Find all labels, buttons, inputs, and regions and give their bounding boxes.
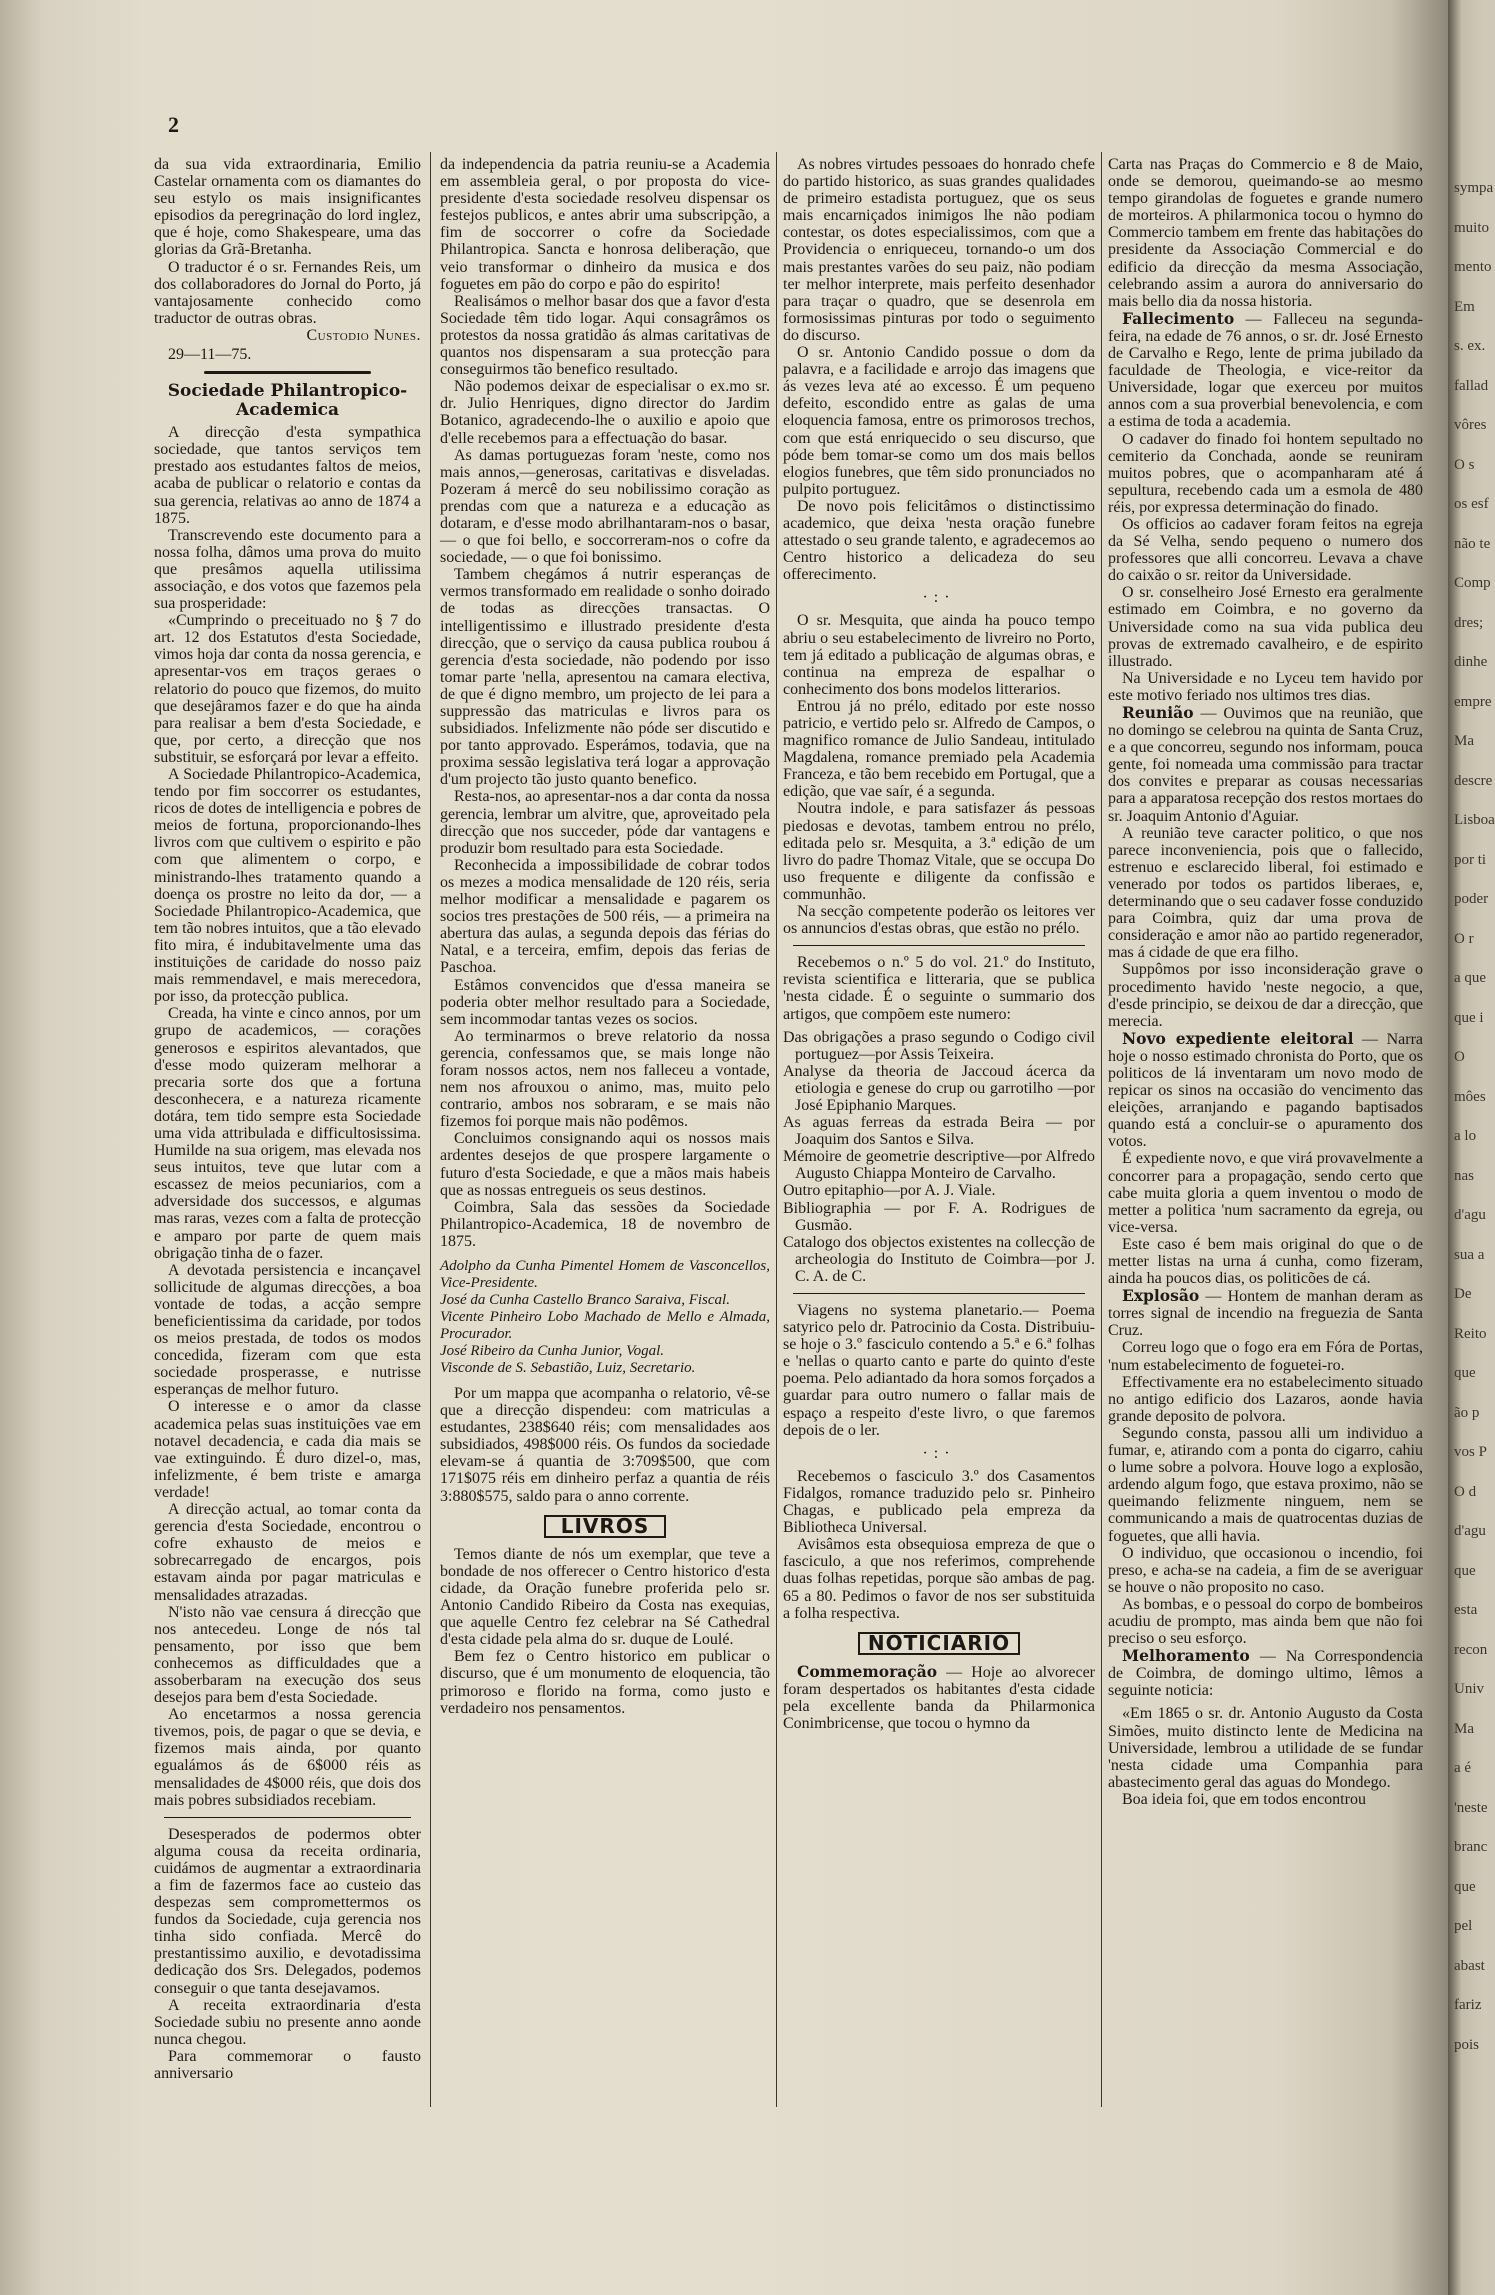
paragraph: As bombas, e o pessoal do corpo de bombeiros acudiu de prompto, mas ainda bem que não foi preciso o seu esforço. [1108,1595,1423,1648]
paragraph: Carta nas Praças do Commercio e 8 de Maio, onde se demorou, queimando-se ao mesmo tempo girandolas de foguetes e grande numero de morteiros. A philarmonica tocou o hymno do Commercio tambem em frente das habitações do presidente da Associação Commercial e do edificio da direcção da mesma Associação, celebrando assim a aurora do anniversario do mais bello dia da nossa historia. [1108,156,1423,310]
next-page-fragment: descre [1454,772,1493,789]
quote: Boa ideia foi, que em todos encontrou [1122,1790,1366,1808]
summary-item: Catalogo dos objectos existentes na collecção de archeologia do Instituto de Coimbra—por J. C. A. de C. [783,1233,1095,1285]
next-page-fragment: Em [1454,298,1475,315]
paragraph: O sr. conselheiro José Ernesto era geralmente estimado em Coimbra, e no governo da Universidade como na sua vida publica deu provas de extremado cavalheiro, e de espirito illustrado. [1108,584,1423,670]
news-heading: Melhoramento [1122,1646,1250,1666]
next-page-fragment: esta [1454,1602,1478,1618]
signatory: Visconde de S. Sebastião, Luiz, Secretario. [440,1360,696,1376]
paragraph: Tambem chegámos á nutrir esperanças de vermos transformado em realidade o sonho doirado de todas as direcções transactas. O intelligentissimo e illustrado presidente d'esta direcção, que o serviço da causa publica roubou á gerencia d'esta sociedade, não podendo por isso tomar parte 'nella, apresentou na camara electiva, de que é digno membro, um projecto de lei para a suppressão das matriculas e livros para os subsidiados. Infelizmente não póde ser discutido e por tanto approvado. Esperámos, todavia, que na proxima sessão legislativa terá logar a approvação d'um projecto tão justo quanto benefico. [440,566,770,789]
signatory: Vicente Pinheiro Lobo Machado de Mello e Almada, Procurador. [440,1309,770,1342]
next-page-fragment: a é [1454,1760,1472,1776]
column-rule [430,152,431,2107]
next-page-fragment: que [1454,1562,1476,1579]
next-page-fragment: Lisboa [1454,812,1495,828]
summary-item: Bibliographia — por F. A. Rodrigues de Gusmão. [783,1199,1095,1234]
news-heading: Novo expediente eleitoral [1122,1028,1354,1048]
divider [164,1817,411,1818]
paragraph: Temos diante de nós um exemplar, que teve a bondade de nos offerecer o Centro historico d'esta cidade, da Oração funebre proferida pelo sr. Antonio Candido Ribeiro da Costa nas exequias, que aquelle Centro fez celebrar na Sé Cathedral d'esta cidade pela alma do sr. duque de Loulé. [440,1545,770,1649]
news-heading: Commemoração [797,1661,938,1681]
column-1 [154,156,421,2111]
paragraph: Effectivamente era no estabelecimento situado no antigo edificio dos Lazaros, aonde havia grande deposito de polvora. [1108,1373,1423,1425]
article-text: O traductor é o sr. Fernandes Reis, um dos collaboradores do Jornal do Porto, já vantajosamente conhecido como traductor de outras obras. [154,258,421,327]
next-page-fragment: O r [1454,930,1474,947]
news-heading: Reunião [1122,703,1194,722]
quote: «Em 1865 o sr. dr. Antonio Augusto da Costa Simões, muito distincto lente de Medicina na Universidade, lembrou a utilidade de se fundar 'nesta cidade uma Companhia para abastecimento geral das aguas do Mondego. [1108,1705,1423,1791]
adjacent-page-edge [1448,0,1495,2295]
next-page-fragment: vos P [1454,1444,1487,1460]
paragraph: Bem fez o Centro historico em publicar o discurso, que é um monumento de eloquencia, tão primoroso e florido na forma, como justo e verdadeiro nos pensamentos. [440,1648,770,1717]
paragraph: Na secção competente poderão os leitores ver os annuncios d'estas obras, que estão no prélo. [783,903,1095,938]
paragraph: A devotada persistencia e incançavel sollicitude de algumas direcções, a boa vontade de todas, a acção sempre beneficientissima da caridade, por todos os meios prestada, de todos os modos concedida, fizeram com que esta sociedade prosperasse, e nutrisse esperanças de melhor futuro. [154,1261,421,1399]
column-4 [1108,156,1423,2111]
next-page-fragment: O d [1454,1483,1477,1500]
paragraph: O individuo, que occasionou o incendio, foi preso, e acha-se na cadeia, a fim de se averiguar se houve o não proposito no caso. [1108,1544,1423,1596]
next-page-fragment: dinhe [1454,654,1488,670]
paragraph: Por um mappa que acompanha o relatorio, vê-se que a direcção dispendeu: com matriculas a estudantes, 238$640 réis; com mensalidades aos subsidiados, 498$000 réis. Os fundos da sociedade elevam-se á quantia de 3:709$500, que com 171$075 réis em dinheiro perfaz a quantia de réis 3:880$575, saldo para o anno corrente. [440,1385,770,1505]
next-page-fragment: dres; [1454,614,1484,631]
news-text: — Narra hoje o nosso estimado chronista do Porto, que os politicos de lá inventaram um novo modo de repicar os sinos na occasião do vencimento das eleições, arranjando e pagando baptisados quando está a concluir-se o apuramento dos votos. [1108,1030,1423,1151]
paragraph: «Cumprindo o preceituado no § 7 do art. 12 dos Estatutos d'esta Sociedade, vimos hoja dar conta da nossa gerencia, e apresentar-vos em traços geraes o relatorio do pouco que fizemos, do muito que desejâramos fazer e do que ha ainda para realisar a bem d'esta Sociedade, e que, por certo, a direcção que nos substituir, se esforçará por levar a effeito. [154,612,421,766]
column-rule [776,152,777,2107]
paragraph: Coimbra, Sala das sessões da Sociedade Philantropico-Academica, 18 de novembro de 1875. [440,1198,770,1250]
divider [793,1293,1085,1294]
divider [793,945,1085,946]
next-page-fragment: Ma [1454,733,1474,749]
paragraph: As nobres virtudes pessoaes do honrado chefe do partido historico, as suas grandes qualidades de primeiro estadista portuguez, que os seus mais encarniçados inimigos lhe não podiam contestar, os dotes especialissimos, com que a Providencia o enriqueceu, tornando-o um dos mais prestantes varões do seu paiz, não podiam ter melhor interprete, mais perfeito desenhador para traçar o quadro, que se desenrola em formosissimas pinturas por todo o seguimento do discurso. [783,156,1095,344]
next-page-fragment: a lo [1454,1128,1477,1144]
paragraph: Realisámos o melhor basar dos que a favor d'esta Sociedade têm tido logar. Aqui consagrâmos os protestos da nossa gratidão ás almas caritativas de quantos nos dispensaram a sua protecção para conseguirmos tão benefico resultado. [440,292,770,379]
paragraph: A direcção actual, ao tomar conta da gerencia d'esta Sociedade, encontrou o cofre exhausto de meios e sobrecarregado de encargos, pois estavam ainda por pagar matriculas e mensalidades atrazadas. [154,1501,421,1604]
article-heading: Sociedade Philantropico-Academica [167,381,408,421]
next-page-fragment: 'neste [1454,1799,1488,1816]
signatory: José Ribeiro da Cunha Junior, Vogal. [440,1343,665,1359]
next-page-fragment: s. ex. [1454,338,1486,354]
next-page-fragment: muito [1454,219,1490,236]
paragraph: Avisâmos esta obsequiosa empreza de que o fasciculo, a que nos referimos, comprehende duas folhas repetidas, porque são ambas de pag. 65 a 80. Pedimos o favor de nos ser substituida a folha respectiva. [783,1536,1095,1622]
next-page-fragment: De [1454,1286,1472,1302]
next-page-fragment: mento [1454,259,1492,275]
signatories [440,1258,770,1377]
next-page-fragment: que [1454,1878,1476,1895]
paragraph: Na Universidade e no Lyceu tem havido por este motivo feriado nos ultimos tres dias. [1108,669,1423,704]
next-page-fragment: sympa [1454,180,1494,196]
summary-item: Das obrigações a praso segundo o Codigo civil portuguez—por Assis Teixeira. [783,1028,1095,1063]
summary-list [783,1029,1095,1285]
next-page-fragment: poder [1454,891,1489,907]
next-page-fragment: empre [1454,693,1492,710]
paragraph: O cadaver do finado foi hontem sepultado no cemiterio da Conchada, aonde se reuniram muitos pobres, que o acompanharam até á sepultura, recebendo cada um a esmola de 480 réis, por expressa determinação do finado. [1108,430,1423,516]
next-page-fragment: por ti [1454,851,1487,868]
news-text: — Ouvimos que na reunião, que no domingo se celebrou na quinta de Santa Cruz, e a que concorreu, segundo nos informam, pouca gente, foi nomeada uma commissão para tractar dos convites e preparar as cousas necessarias para a apparatosa recepção dos restos mortaes do sr. Joaquim Antonio d'Aguiar. [1108,705,1423,825]
next-page-fragment: não te [1454,535,1491,552]
news-text: — Falleceu na segunda-feira, na edade de 76 annos, o sr. dr. José Ernesto de Carvalho e Rego, lente de prima jubilado da faculdade de Theologia, e vice-reitor da Universidade, logar que exerceu por muitos annos com a sua proverbial benevolencia, e com a estima de toda a academia. [1108,310,1423,431]
column-2 [440,156,770,2111]
next-page-fragment: d'agu [1454,1523,1486,1539]
separator-dots: ·:· [922,589,956,607]
next-page-fragment: recon [1454,1641,1488,1658]
summary-item: Outro epitaphio—por A. J. Viale. [783,1182,996,1200]
paragraph: Não podemos deixar de especialisar o ex.mo sr. dr. Julio Henriques, digno director do Jardim Botanico, agradecendo-lhe o auxilio e apoio que d'elle recebemos para a effectuação do basar. [440,378,770,447]
paragraph: Este caso é bem mais original do que o de metter listas na urna á cunha, como fizeram, ainda ha poucos dias, os politicões de cá. [1108,1235,1423,1288]
news-text: — Hontem de manhan deram as torres signal de incendio na freguezia de Santa Cruz. [1108,1288,1423,1340]
article-date: 29—11—75. [168,346,252,364]
next-page-fragment: Reito [1454,1325,1487,1342]
next-page-fragment: fariz [1454,1997,1482,2013]
news-text: — Hoje ao alvorecer foram despertados os habitantes d'esta cidade pela excellente banda da Philarmonica Conimbricense, que tocou o hymno da [783,1663,1095,1733]
next-page-fragment: Ma [1454,1720,1474,1737]
paragraph: A Sociedade Philantropico-Academica, tendo por fim soccorrer os estudantes, ricos de dotes de intelligencia e pobres de meios de fortuna, proporcionando-lhes livros com que cultivem o espirito e pão com que alimentem o corpo, e ministrando-lhes tratamento quando a doença os prostre no leito da dor, — a Sociedade Philantropico-Academica, que tem tão nobres intuitos, que a tão elevado fito mira, é indubitavelmente uma das instituições de caridade do nosso paiz mais remmendavel, e mais merecedora, por isso, da protecção publica. [154,766,422,1006]
paragraph: Creada, ha vinte e cinco annos, por um grupo de academicos, — corações generosos e espiritos alevantados, que d'esse modo quizeram melhorar a precaria sorte dos que a fortuna desconhecera, e a natureza ricamente dotára, tem tido sempre esta Sociedade uma vida attribulada e difficultosissima. Humilde na sua origem, mas elevada nos seus intuitos, teve que lutar com a escassez de meios pecuniarios, com a adversidade dos successos, e algumas mas raras, vezes com a falta de protecção e amparo por parte de quem mais obrigação tinha de o fazer. [154,1005,421,1262]
signatory: José da Cunha Castello Branco Saraiva, Fiscal. [440,1292,730,1308]
section-title-livros: LIVROS [544,1515,666,1538]
paragraph: O sr. Mesquita, que ainda ha pouco tempo abriu o seu estabelecimento de livreiro no Porto, tem já editado a publicação de algumas obras, e continua na empreza de espalhar o conhecimento dos bons modelos litterarios. [783,612,1095,698]
paragraph: A receita extraordinaria d'esta Sociedade subiu no presente anno aonde nunca chegou. [154,1996,421,2048]
paragraph: Estâmos convencidos que d'essa maneira se poderia obter melhor resultado para a Sociedade, sem incommodar tantas vezes os socios. [440,976,770,1028]
summary-item: Analyse da theoria de Jaccoud ácerca da etiologia e genese do crup ou garrotilho —por José Epiphanio Marques. [783,1062,1095,1114]
next-page-fragment: branc [1454,1839,1488,1855]
next-page-fragment: d'agu [1454,1207,1486,1223]
paragraph: Suppômos por isso inconsideração grave o procedimento havido 'neste negocio, a que, d'esde principio, se deixou de dar a direcção, que merecia. [1108,961,1423,1030]
next-page-fragment: O s [1454,456,1475,473]
paragraph: A reunião teve caracter politico, o que nos parece inconveniencia, pois que o fallecido, estrenuo e esclarecido liberal, foi estimado e venerado por todos os partidos liberaes, e, determinando que o seu cadaver fosse conduzido para Coimbra, quiz dar uma prova de consideração e amor não ao partido regenerador, mas á cidade de que era filho. [1108,824,1423,962]
next-page-fragment: que [1454,1365,1476,1381]
next-page-fragment: vôres [1454,417,1487,433]
paragraph: Transcrevendo este documento para a nossa folha, dâmos uma prova do muito que presâmos aquella utilissima associação, e dos votos que fazemos pela sua prosperidade: [154,526,421,613]
paragraph: É expediente novo, e que virá provavelmente a concorrer para a propagação, sendo certo que cabe muita gloria a quem inventou o modo de metter a politica 'num sacramento da egreja, ou vice-versa. [1108,1150,1423,1236]
next-page-fragment: a que [1454,970,1487,986]
news-heading: Fallecimento [1122,308,1235,328]
paragraph: Ao encetarmos a nossa gerencia tivemos, pois, de pagar o que se devia, e fizemos mais ainda, por quanto egualámos ás de 6$000 réis as mensalidades de 4$000 réis, que dois dos mais pobres subsidiados recebiam. [154,1706,421,1809]
paragraph: Resta-nos, ao apresentar-nos a dar conta da nossa gerencia, lembrar um alvitre, que, aproveitado pela direcção que nos succeder, póde dar vantagens e produzir bom resultado para esta Sociedade. [440,788,771,857]
news-heading: Explosão [1122,1286,1200,1306]
paragraph: Os officios ao cadaver foram feitos na egreja da Sé Velha, sendo pequeno o numero dos professores que alli concorreu. Levava a chave do caixão o sr. reitor da Universidade. [1108,515,1423,585]
paragraph: A direcção d'esta sympathica sociedade, que tantos serviços tem prestado aos estudantes faltos de meios, acaba de publicar o relatorio e contas da sua gerencia, relativas ao anno de 1874 a 1875. [154,424,421,527]
paragraph: O interesse e o amor da classe academica pelas suas instituições vae em notavel decadencia, e cada dia mais se vae extinguindo. É duro dizel-o, mas, infelizmente, é bem triste e amarga verdade! [154,1398,421,1501]
paragraph: Para commemorar o fausto anniversario [154,2047,421,2083]
next-page-fragment: O [1454,1049,1465,1065]
paragraph: Entrou já no prélo, editado por este nosso patricio, e vertido pelo sr. Alfredo de Campos, o magnifico romance de Julio Sandeau, intitulado Magdalena, romance premiado pela Academia Franceza, e tão bem recebido em Portugal, que a edição, que vae saír, é a segunda. [783,697,1095,801]
article-text: da sua vida extraordinaria, Emilio Castelar ornamenta com os diamantes do seu estylo os mais insignificantes episodios da peregrinação do lord inglez, que é hoje, como Shakespeare, uma das glorias da Grã-Bretanha. [154,156,421,259]
paragraph: Desesperados de podermos obter alguma cousa da receita ordinaria, cuidámos de augmentar a extraordinaria a fim de fazermos face ao custeio das despezas sem compromettermos os fundos da Sociedade, cuja gerencia nos tinha sido confiada. Mercê do prestantissimo auxilio, e devotadissima dedicação dos Srs. Delegados, podemos conseguir o que tanta desejavamos. [154,1825,421,1997]
next-page-fragment: fallad [1454,377,1489,394]
paragraph: Reconhecida a impossibilidade de cobrar todos os mezes a modica mensalidade de 120 réis, seria melhor modificar a mensalidade e pagarem os socios tres prestações de 500 réis, — a primeira na abertura das aulas, a segunda depois das férias do Natal, e a terceira, emfim, depois das ferias de Paschoa. [440,856,770,977]
summary-item: As aguas ferreas da estrada Beira — por Joaquim dos Santos e Silva. [783,1114,1095,1149]
next-page-fragment: Univ [1454,1681,1484,1697]
next-page-fragment: môes [1454,1088,1486,1105]
next-page-fragment: abast [1454,1957,1485,1974]
next-page-fragment: nas [1454,1167,1474,1184]
paragraph: Concluimos consignando aqui os nossos mais ardentes desejos de que prospere largamente o futuro d'esta Sociedade, e que a mãos mais habeis que as nossas entregueis os seus destinos. [440,1130,770,1199]
paragraph: O sr. Antonio Candido possue o dom da palavra, e a facilidade e arrojo das imagens que ás vezes leva até ao excesso. É um pequeno defeito, escondido entre as galas de uma eloquencia famosa, entre os primorosos trechos, com que está enriquecido o seu discurso, que póde bem tomar-se como um dos mais bellos elogios funebres, que têm sido pronunciados no pulpito portuguez. [783,344,1095,498]
paragraph: Viagens no systema planetario.— Poema satyrico pelo dr. Patrocinio da Costa. Distribuiu-se hoje o 3.º fasciculo contendo a 5.ª e 6.ª folhas e 'nellas o quarto canto e parte do quinto d'este poema. Pelo adiantado da hora somos forçados a guardar para outro numero o fallar mais de espaço a respeito d'este livro, o que faremos depois de o ler. [783,1302,1095,1439]
paragraph: De novo pois felicitâmos o distinctissimo academico, que deixa 'nesta oração funebre attestado o seu grande talento, e agradecemos ao Centro historico a delicadeza do seu offerecimento. [783,497,1095,584]
next-page-fragment: os esf [1454,496,1489,512]
paragraph: Noutra indole, e para satisfazer ás pessoas piedosas e devotas, tambem entrou no prélo, editada pelo sr. Mesquita, a 3.ª edição de um livro do padre Thomaz Vitale, que se occupa Do uso frequente e diligente da confissão e communhão. [783,800,1095,903]
summary-item: Mémoire de geometrie descriptive—por Alfredo Augusto Chiappa Monteiro de Carvalho. [783,1148,1095,1183]
section-title-noticiario: NOTICIARIO [858,1632,1020,1655]
next-page-fragment: sua a [1454,1246,1485,1263]
paragraph: Ao terminarmos o breve relatorio da nossa gerencia, confessamos que, se mais longe não foram nossos actos, nem nos falleceu a vontade, nem nos afrouxou o animo, mas, muito pelo contrario, ambos nos sobraram, e se mais não fizemos foi porque mais não podêmos. [440,1027,770,1131]
next-page-fragment: Comp [1454,575,1491,591]
paragraph: N'isto não vae censura á direcção que nos antecedeu. Longe de nós tal pensamento, por isso que bem conhecemos as difficuldades que a assoberbaram na execução dos seus desejos para bem d'esta Sociedade. [154,1603,421,1707]
signature: Custodio Nunes. [306,326,421,344]
next-page-fragment: ão p [1454,1404,1480,1421]
signatory: Adolpho da Cunha Pimentel Homem de Vasconcellos, Vice-Presidente. [440,1258,770,1291]
paragraph: As damas portuguezas foram 'neste, como nos mais annos,—generosas, caritativas e disveladas. Pozeram á mercê do seu nobilissimo coração as prendas com que a natureza e a educação as dotaram, e d'esse modo abrilhantaram-nos o basar, — o que foi bello, e soccorreram-nos o cofre da sociedade, — o que foi bonissimo. [440,446,770,567]
column-rule [1101,152,1102,2107]
next-page-fragment: pel [1454,1918,1473,1934]
column-3 [783,156,1095,2111]
next-page-fragment: que i [1454,1009,1484,1026]
paragraph: Correu logo que o fogo era em Fóra de Portas, 'num estabelecimento de foguetei-ro. [1108,1339,1423,1374]
news-text: — Na Correspondencia de Coimbra, de domingo ultimo, lêmos a seguinte noticia: [1108,1648,1423,1700]
paragraph: Recebemos o fasciculo 3.º dos Casamentos Fidalgos, romance traduzido pelo sr. Pinheiro Chagas, e publicado pela empreza da Bibliotheca Universal. [783,1467,1095,1537]
paragraph: Segundo consta, passou alli um individuo a fumar, e, atirando com a ponta do cigarro, cahiu o lume sobre a polvora. Houve logo a explosão, ardendo algum fogo, que estava proximo, não se queimando felizmente ninguem, nem se communicando a mais de quatrocentas duzias de foguetes, que alli havia. [1108,1424,1423,1545]
separator-dots: ·:· [922,1444,956,1462]
paragraph: da independencia da patria reuniu-se a Academia em assembleia geral, o por proposta do vice-presidente d'esta sociedade resolveu dispensar os festejos publicos, e antes abrir uma subscripção, a fim de soccorrer o cofre da Sociedade Philantropica. Sancta e honrosa deliberação, que veio transformar o dinheiro da musica e dos foguetes em pão do corpo e pão do espirito! [440,156,770,293]
ornamental-divider [204,371,371,374]
next-page-fragment: pois [1454,2036,1480,2053]
page-number: 2 [168,112,179,137]
paragraph: Recebemos o n.º 5 do vol. 21.º do Instituto, revista scientifica e litteraria, que se publica 'nesta cidade. É o seguinte o summario dos artigos, que compõem este numero: [783,954,1095,1023]
